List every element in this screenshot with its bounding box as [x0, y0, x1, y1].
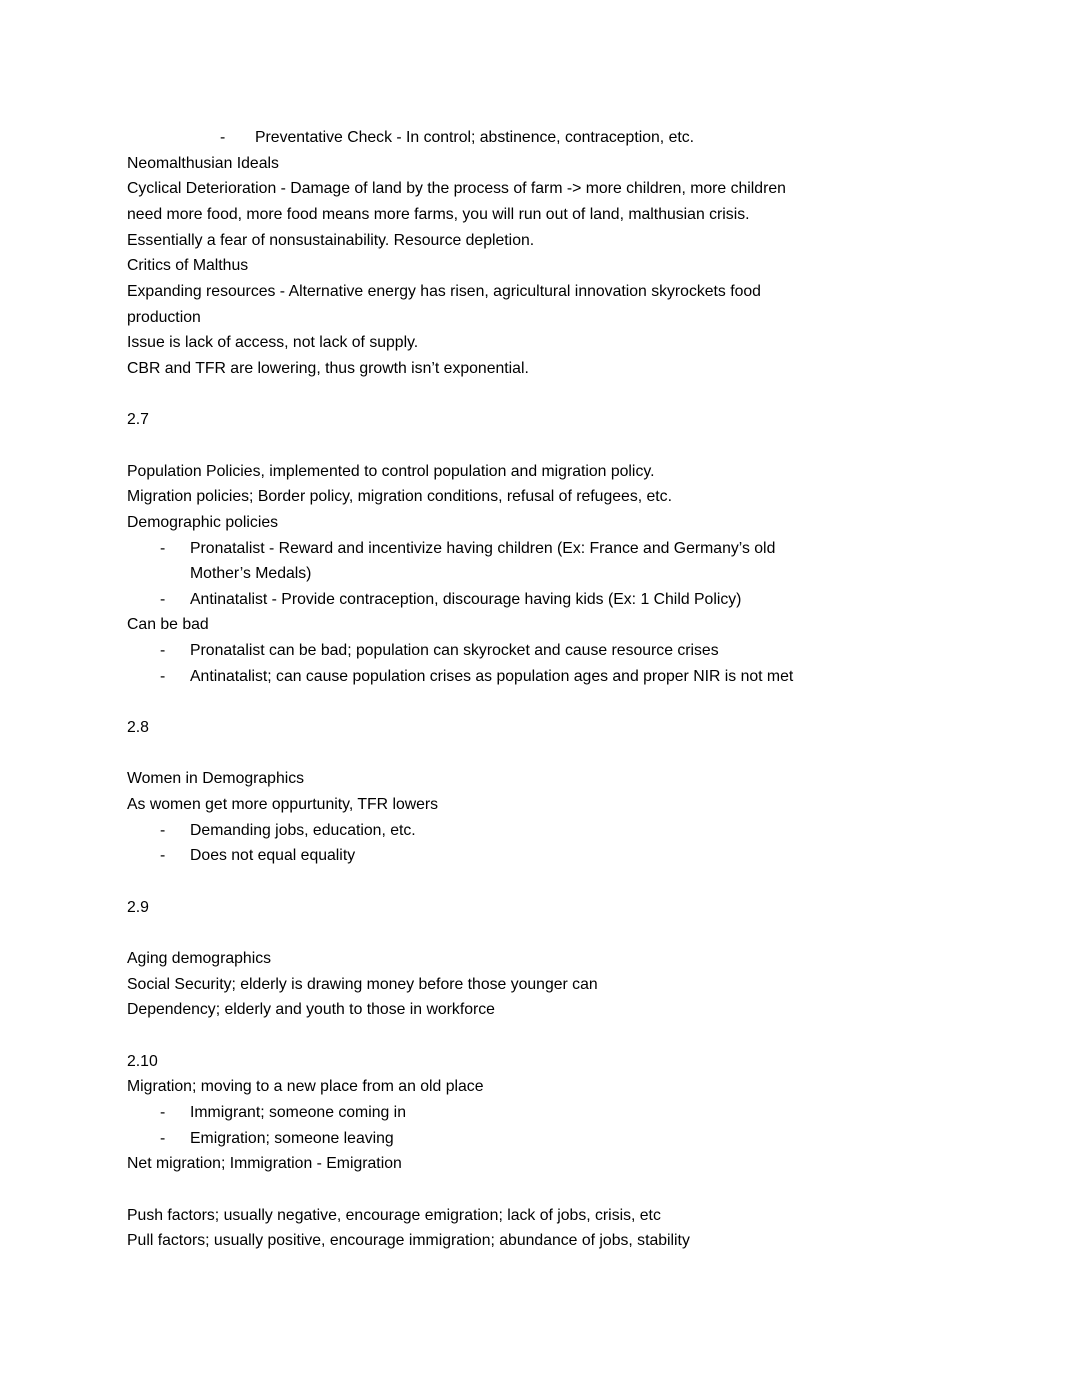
doc-line-text: Pull factors; usually positive, encourage immigration; abundance of jobs, stability — [127, 1232, 690, 1250]
doc-line-text: Population Policies, implemented to control population and migration policy. — [127, 462, 655, 480]
bullet-dash-icon: - — [160, 667, 166, 685]
doc-line-text: Antinatalist - Provide contraception, discourage having kids (Ex: 1 Child Policy) — [190, 590, 742, 608]
doc-line — [127, 664, 952, 690]
doc-line — [127, 1151, 952, 1177]
doc-line-text: 2.10 — [127, 1052, 158, 1070]
blank-line — [127, 1177, 952, 1203]
doc-line-text: Cyclical Deterioration - Damage of land by the process of farm -> more children, more children — [127, 180, 786, 198]
blank-line — [127, 689, 952, 715]
doc-line-text: Issue is lack of access, not lack of supply. — [127, 334, 419, 352]
bullet-dash-icon: - — [160, 1103, 166, 1121]
doc-line — [127, 1100, 952, 1126]
doc-line — [127, 536, 952, 562]
doc-line — [127, 997, 952, 1023]
doc-line — [127, 1126, 952, 1152]
doc-line-text: Antinatalist; can cause population crises as population ages and proper NIR is not met — [190, 667, 794, 685]
doc-line-text: Pronatalist - Reward and incentivize having children (Ex: France and Germany’s old — [190, 539, 776, 557]
doc-line-text: need more food, more food means more farms, you will run out of land, malthusian crisis. — [127, 205, 750, 223]
blank-line — [127, 869, 952, 895]
bullet-dash-icon: - — [160, 821, 166, 839]
blank-line — [127, 920, 952, 946]
doc-line-text: Migration policies; Border policy, migration conditions, refusal of refugees, etc. — [127, 488, 672, 506]
doc-line-text: Net migration; Immigration - Emigration — [127, 1155, 402, 1173]
doc-line — [127, 715, 952, 741]
doc-line-text: Critics of Malthus — [127, 257, 249, 275]
doc-line — [127, 587, 952, 613]
doc-line-text: Emigration; someone leaving — [190, 1129, 394, 1147]
doc-line-text: 2.8 — [127, 719, 149, 737]
doc-line-text: Aging demographics — [127, 950, 272, 967]
doc-line — [127, 151, 952, 177]
doc-line — [127, 818, 952, 844]
doc-line-text: Pronatalist can be bad; population can skyrocket and cause resource crises — [190, 642, 719, 660]
doc-line-text: Dependency; elderly and youth to those in workforce — [127, 1001, 495, 1019]
doc-line-text: Push factors; usually negative, encourage emigration; lack of jobs, crisis, etc — [127, 1206, 661, 1224]
doc-line — [127, 279, 952, 305]
doc-line-text: Immigrant; someone coming in — [190, 1103, 406, 1121]
blank-line — [127, 741, 952, 767]
doc-line-text: Social Security; elderly is drawing money before those younger can — [127, 975, 598, 993]
doc-line-text: Demanding jobs, education, etc. — [190, 821, 416, 839]
doc-line-text: CBR and TFR are lowering, thus growth isn’t exponential. — [127, 359, 529, 377]
doc-line — [127, 305, 952, 331]
doc-line-text: Preventative Check - In control; abstinence, contraception, etc. — [255, 129, 695, 146]
doc-line — [127, 125, 952, 151]
blank-line — [127, 382, 952, 408]
doc-line-text: Migration; moving to a new place from an old place — [127, 1078, 484, 1096]
doc-line — [127, 766, 952, 792]
doc-line — [127, 946, 952, 972]
bullet-dash-icon: - — [220, 129, 226, 146]
doc-line — [127, 1049, 952, 1075]
doc-line — [127, 330, 952, 356]
doc-line — [127, 792, 952, 818]
doc-line — [127, 253, 952, 279]
doc-line-text: Demographic policies — [127, 513, 279, 531]
doc-line-text: 2.9 — [127, 898, 149, 916]
doc-line-text: Neomalthusian Ideals — [127, 154, 279, 172]
doc-line-text: Women in Demographics — [127, 770, 305, 788]
doc-line — [127, 638, 952, 664]
doc-line — [127, 972, 952, 998]
doc-line — [127, 561, 952, 587]
doc-line — [127, 484, 952, 510]
doc-line — [127, 895, 952, 921]
doc-line — [127, 228, 952, 254]
doc-line — [127, 176, 952, 202]
bullet-dash-icon: - — [160, 590, 166, 608]
doc-line — [127, 1203, 952, 1229]
doc-line-text: Expanding resources - Alternative energy has risen, agricultural innovation skyrockets food — [127, 282, 761, 300]
doc-line — [127, 407, 952, 433]
blank-line — [127, 1023, 952, 1049]
doc-line — [127, 510, 952, 536]
doc-line-text: Can be bad — [127, 616, 209, 634]
doc-line-text: 2.7 — [127, 411, 149, 429]
doc-line — [127, 356, 952, 382]
bullet-dash-icon: - — [160, 539, 166, 557]
doc-line — [127, 1228, 952, 1254]
bullet-dash-icon: - — [160, 1129, 166, 1147]
doc-line-text: Does not equal equality — [190, 847, 356, 865]
doc-line — [127, 1074, 952, 1100]
doc-line-text: Essentially a fear of nonsustainability. Resource depletion. — [127, 231, 535, 249]
doc-line — [127, 202, 952, 228]
bullet-dash-icon: - — [160, 642, 166, 660]
doc-line — [127, 459, 952, 485]
bullet-dash-icon: - — [160, 847, 166, 865]
doc-line-text: production — [127, 308, 201, 326]
doc-line — [127, 612, 952, 638]
blank-line — [127, 433, 952, 459]
doc-line — [127, 843, 952, 869]
document-body — [127, 125, 952, 1254]
doc-line-text: Mother’s Medals) — [190, 565, 312, 583]
doc-line-text: As women get more oppurtunity, TFR lowers — [127, 796, 439, 814]
